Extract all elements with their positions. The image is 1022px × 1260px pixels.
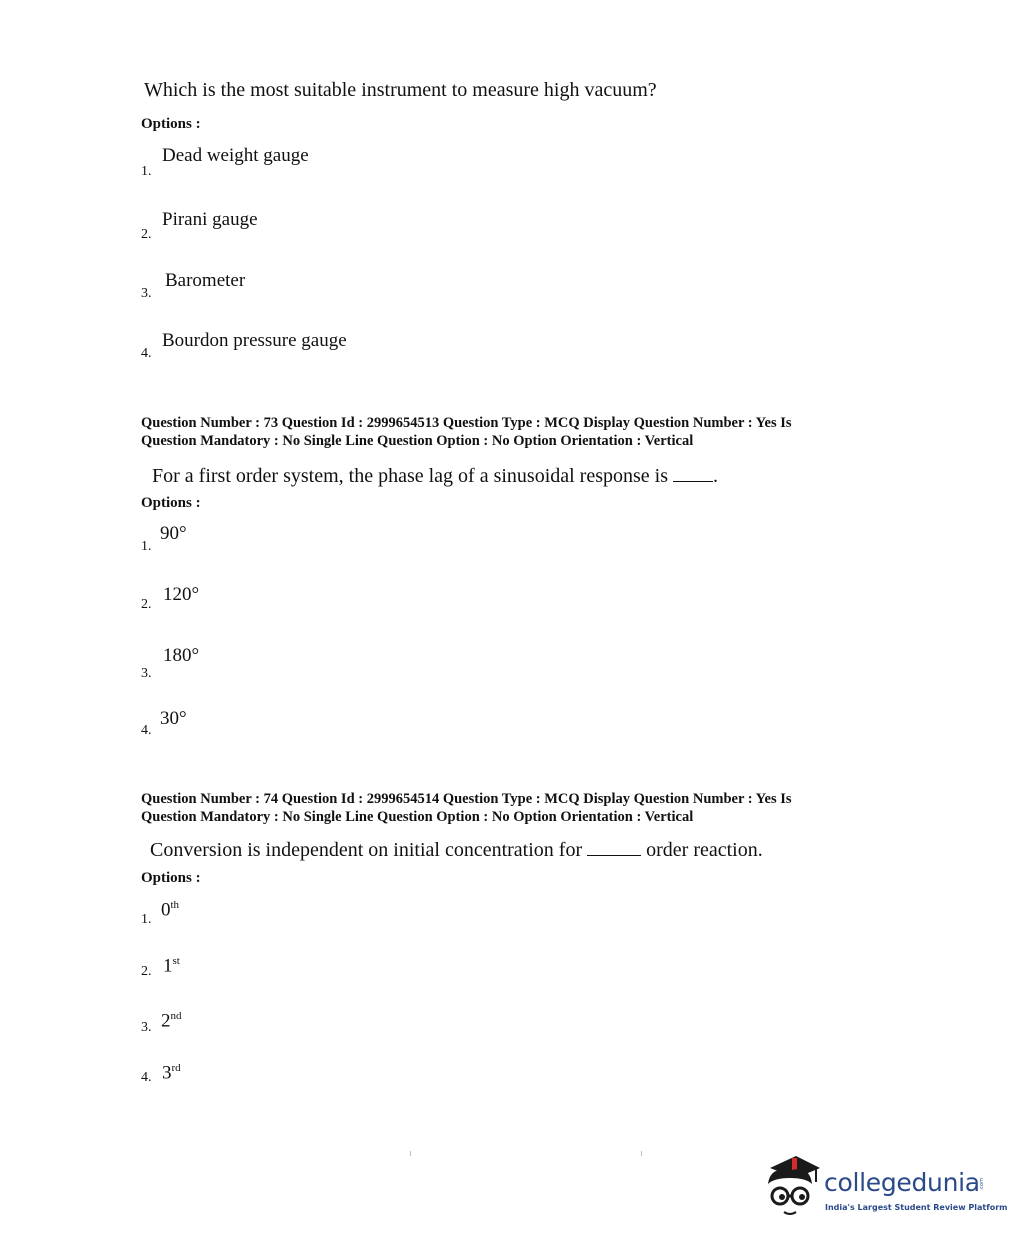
question-72-text: Which is the most suitable instrument to measure high vacuum? xyxy=(144,79,657,101)
q74-meta xyxy=(141,790,792,826)
q74-option-1-sup: th xyxy=(170,899,180,911)
q72-option-4-text: Bourdon pressure gauge xyxy=(162,330,347,351)
q73-blank xyxy=(673,461,713,482)
q74-option-4-base: 3 xyxy=(162,1062,172,1084)
q74-meta-line-1: Question Number : 74 Question Id : 2999654514 Question Type : MCQ Display Question Number : Yes Is xyxy=(141,791,792,807)
q72-option-2-text: Pirani gauge xyxy=(162,209,258,230)
q74-option-1-number: 1. xyxy=(141,912,152,927)
collegedunia-mascot-icon xyxy=(764,1154,822,1224)
q73-option-4-text: 30° xyxy=(160,708,187,729)
logo-com: .com xyxy=(979,1178,985,1191)
q72-option-1-text: Dead weight gauge xyxy=(162,145,309,166)
q74-option-4-text xyxy=(162,1062,181,1084)
q74-option-1-base: 0 xyxy=(161,899,171,921)
page-mark-right xyxy=(641,1151,642,1156)
q72-option-3-text: Barometer xyxy=(165,270,246,291)
q73-meta-line-2: Question Mandatory : No Single Line Question Option : No Option Orientation : Vertical xyxy=(141,433,694,449)
q74-option-3-text xyxy=(161,1010,182,1032)
q74-options-label: Options : xyxy=(141,870,201,886)
q73-option-2-number: 2. xyxy=(141,597,152,612)
q74-meta-line-2: Question Mandatory : No Single Line Question Option : No Option Orientation : Vertical xyxy=(141,809,694,825)
q72-options-label: Options : xyxy=(141,116,201,132)
q74-option-2-text xyxy=(163,955,180,977)
q73-option-3-text: 180° xyxy=(163,645,200,666)
q74-option-2-number: 2. xyxy=(141,964,152,979)
q74-option-3-sup: nd xyxy=(170,1010,182,1022)
q74-text-after: order reaction. xyxy=(646,839,763,861)
logo-tagline: India's Largest Student Review Platform xyxy=(825,1203,1008,1212)
q73-text-after: . xyxy=(713,465,719,487)
q74-option-1-text xyxy=(161,899,179,921)
q72-option-2-number: 2. xyxy=(141,227,152,242)
q72-option-4-number: 4. xyxy=(141,346,152,361)
q73-meta-line-1: Question Number : 73 Question Id : 2999654513 Question Type : MCQ Display Question Number : Yes Is xyxy=(141,415,792,431)
q74-option-3-base: 2 xyxy=(161,1010,171,1032)
q74-option-2-base: 1 xyxy=(163,955,173,977)
page-mark-left xyxy=(410,1151,411,1156)
q72-option-3-number: 3. xyxy=(141,286,152,301)
q73-text-before: For a first order system, the phase lag of a sinusoidal response is xyxy=(152,465,669,487)
q74-option-4-sup: rd xyxy=(171,1062,181,1074)
q73-option-1-number: 1. xyxy=(141,539,152,554)
q73-option-2-text: 120° xyxy=(163,584,200,605)
q73-option-1-text: 90° xyxy=(160,523,187,544)
question-74-text xyxy=(150,835,763,862)
q74-text-before: Conversion is independent on initial concentration for xyxy=(150,839,583,861)
q74-option-3-number: 3. xyxy=(141,1020,152,1035)
q73-options-label: Options : xyxy=(141,495,201,511)
q73-option-4-number: 4. xyxy=(141,723,152,738)
q73-meta xyxy=(141,414,792,450)
q74-option-2-sup: st xyxy=(172,955,180,967)
q74-option-4-number: 4. xyxy=(141,1070,152,1085)
question-73-text xyxy=(152,461,718,488)
q72-option-1-number: 1. xyxy=(141,164,152,179)
q74-blank xyxy=(587,835,641,856)
q73-option-3-number: 3. xyxy=(141,666,152,681)
logo-wordmark: collegedunia xyxy=(824,1168,980,1197)
